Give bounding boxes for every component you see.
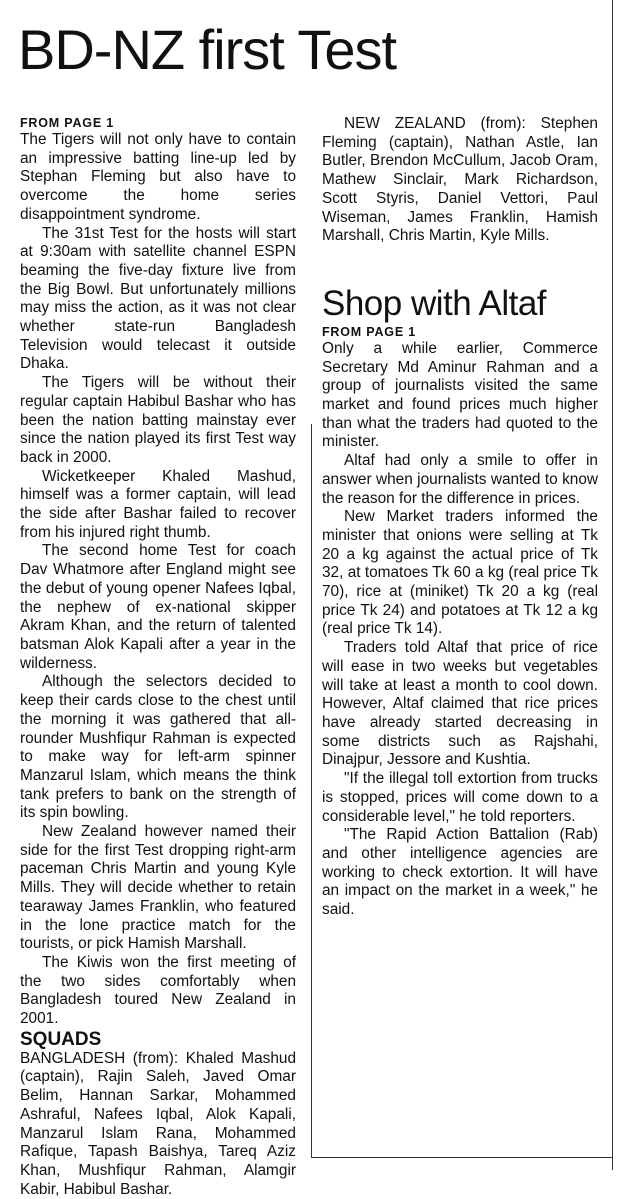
story2-paragraph: New Market traders informed the minister that onions were selling at Tk 20 a kg against the actual price of Tk 32, at tomatoes Tk 60 a kg (real price Tk 70), rice at (miniket) Tk 20 a kg (real price Tk 24) and potatoes at Tk 12 a kg (real price Tk 14). [322, 508, 598, 638]
squad-bangladesh: BANGLADESH (from): Khaled Mashud (captain), Rajin Saleh, Javed Omar Belim, Hannan Sarkar, Mohammed Ashraful, Nafees Iqbal, Alok Kapali, Manzarul Islam Rana, Mohammed Rafique, Tapash Baishya, Tareq Aziz Khan, Mushfiqur Rahman, Alamgir Kabir, Habibul Bashar. [20, 1049, 296, 1198]
story1-paragraph: The 31st Test for the hosts will start at 9:30am with satellite channel ESPN beaming the five-day fixture live from the Big Bowl. But unfortunately millions may miss the action, as it was not clear whether state-run Bangladesh Television would telecast it outside Dhaka. [20, 224, 296, 373]
story1-kicker: FROM PAGE 1 [20, 116, 114, 130]
right-column [322, 115, 598, 920]
story2-paragraph: "If the illegal toll extortion from trucks is stopped, prices will come down to a considerable level," he told reporters. [322, 770, 598, 825]
page-headline: BD-NZ first Test [18, 18, 397, 81]
story1-paragraph: The second home Test for coach Dav Whatmore after England might see the debut of young opener Nafees Iqbal, the nephew of ex-national skipper Akram Khan, and the return of talented batsman Alok Kapali after a year in the wilderness. [20, 542, 296, 672]
story1-paragraph: Wicketkeeper Khaled Mashud, himself was a former captain, will lead the side after Bashar failed to recover from his injured right thumb. [20, 467, 296, 541]
story2-paragraph: Only a while earlier, Commerce Secretary Md Aminur Rahman and a group of journalists visited the same market and found prices much higher than what the traders had quoted to the minister. [322, 339, 598, 451]
column-divider [311, 424, 312, 1158]
story2-kicker: FROM PAGE 1 [322, 324, 416, 339]
story1-paragraph: Although the selectors decided to keep their cards close to the chest until the morning it was gathered that all-rounder Mushfiqur Rahman is expected to make way for left-arm spinner Manzarul Islam, which means the think tank prefers to bank on the strength of its spin bowling. [20, 673, 296, 822]
story-bd-nz-column [20, 115, 296, 1199]
story2-headline: Shop with Altaf [322, 283, 547, 323]
story1-paragraph: The Tigers will not only have to contain an impressive batting line-up led by Stephan Fleming but also have to overcome the home series disappointment syndrome. [20, 131, 296, 223]
story-bottom-rule [311, 1157, 613, 1158]
squads-heading: SQUADS [20, 1028, 102, 1050]
page-edge-rule [612, 0, 613, 1170]
story1-paragraph: New Zealand however named their side for the first Test dropping right-arm paceman Chris Martin and young Kyle Mills. They will decide whether to retain tearaway James Franklin, who featured in the lone practice match for the tourists, or pick Hamish Marshall. [20, 823, 296, 953]
story2-paragraph: "The Rapid Action Battalion (Rab) and other intelligence agencies are working to check extortion. It will have an impact on the market in a week," he said. [322, 826, 598, 919]
story1-paragraph: The Tigers will be without their regular captain Habibul Bashar who has been the nation batting mainstay ever since the nation played its first Test way back in 2000. [20, 374, 296, 466]
story2-paragraph: Traders told Altaf that price of rice will ease in two weeks but vegetables will take at least a month to cool down. However, Altaf claimed that rice prices have already started decreasing in some districts such as Rajshahi, Dinajpur, Jessore and Kushtia. [322, 639, 598, 769]
story1-paragraph: The Kiwis won the first meeting of the two sides comfortably when Bangladesh toured New Zealand in 2001. [20, 953, 296, 1028]
squad-new-zealand: NEW ZEALAND (from): Stephen Fleming (captain), Nathan Astle, Ian Butler, Brendon McCullum, Jacob Oram, Mathew Sinclair, Mark Richardson, Scott Styris, Daniel Vettori, Paul Wiseman, James Franklin, Hamish Marshall, Chris Martin, Kyle Mills. [322, 115, 598, 245]
story2-paragraph: Altaf had only a smile to offer in answer when journalists wanted to know the reason for the difference in prices. [322, 452, 598, 507]
